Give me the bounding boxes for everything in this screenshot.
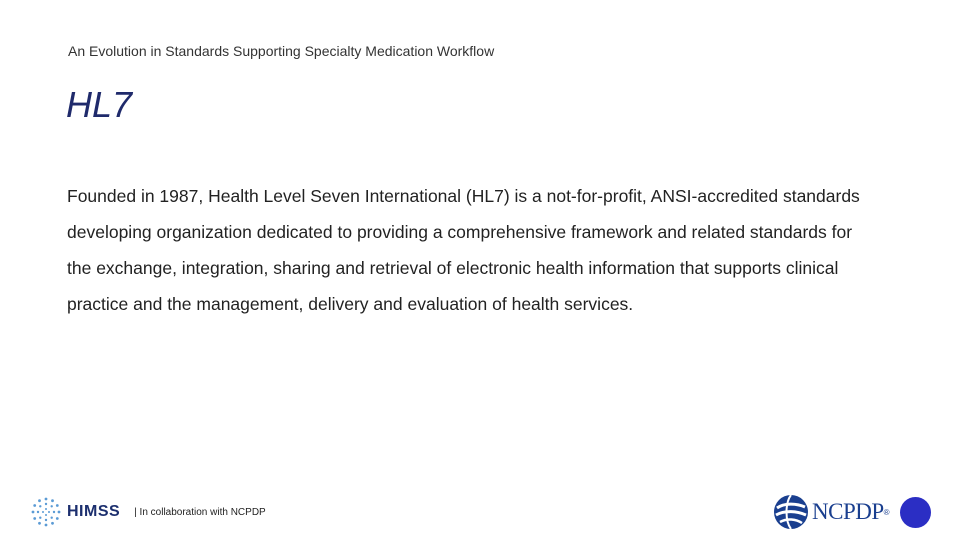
slide-title: HL7 [66,84,133,125]
ncpdp-logo [772,492,890,532]
himss-logo-text: HIMSS [67,503,121,520]
slide-subtitle: An Evolution in Standards Supporting Specialty Medication Workflow [68,43,495,59]
blue-circle-icon [900,497,931,528]
slide-body-text: Founded in 1987, Health Level Seven International (HL7) is a not-for-profit, ANSI-accredited standards developing organization dedicated to providing a comprehensive framework and related standards for the exchange, integration, sharing and retrieval of electronic health information that supports clinical practice and the management, delivery and evaluation of health services. [67,186,860,314]
collaboration-text: | In collaboration with NCPDP [134,506,266,518]
ncpdp-globe-icon [772,493,810,531]
himss-dots-icon [30,496,62,528]
ncpdp-registered-mark: ® [883,507,890,517]
footer-himss [30,496,266,528]
ncpdp-logo-text: NCPDP [812,499,884,524]
